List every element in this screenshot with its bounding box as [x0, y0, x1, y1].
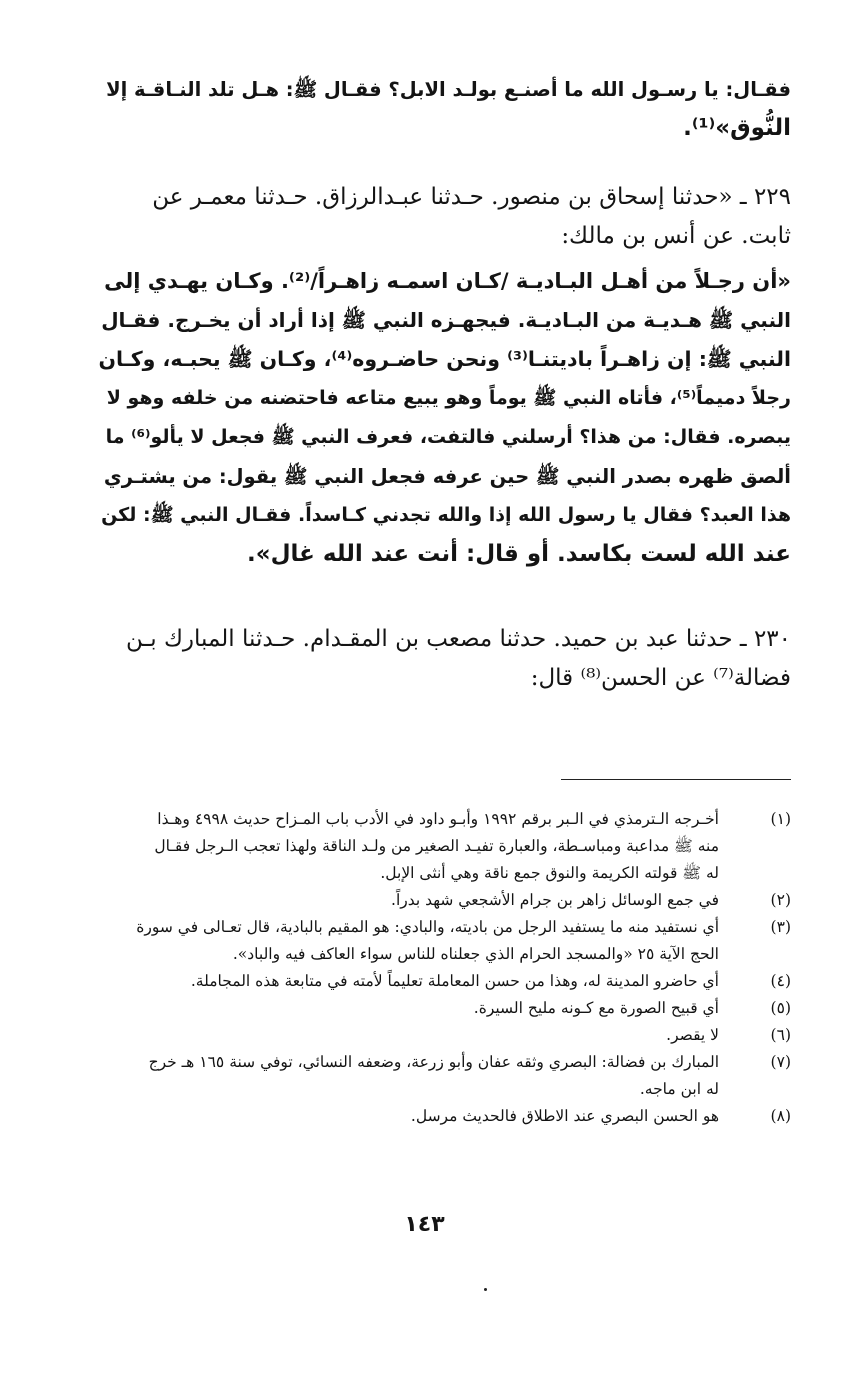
footnotes	[88, 806, 791, 1130]
footnote	[88, 806, 791, 887]
footnote	[88, 1022, 791, 1049]
footnote-line: أي قبيح الصورة مع كـونه مليح السيرة.	[473, 999, 719, 1017]
text-line: يبصره. فقال: من هذا؟ أرسلني فالتفت، فعرف النبي ﷺ فجعل لا يألو⁽⁶⁾ ما	[105, 426, 791, 448]
footnote	[88, 914, 791, 968]
footnote-line: المبارك بن فضالة: البصري وثقه عفان وأبو زرعة، وضعفه النسائي، توفي سنة ١٦٥ هـ خرج	[148, 1053, 719, 1071]
footnote-number: (٦)	[770, 1026, 791, 1044]
text-line: ثابت. عن أنس بن مالك:	[561, 223, 791, 249]
footnote-number: (٤)	[770, 972, 791, 990]
footnote-line: أي حاضرو المدينة له، وهذا من حسن المعاملة تعليماً لأمته في متابعة هذه المجاملة.	[190, 972, 719, 990]
text-line: رجلاً دميماً⁽⁵⁾، فأتاه النبي ﷺ يوماً وهو يبيع متاعه فاحتضنه من خلفه وهو لا	[106, 387, 791, 409]
text-line: النبي ﷺ: إن زاهـراً باديتنـا⁽³⁾ ونحن حاضـروه⁽⁴⁾، وكـان ﷺ يحبـه، وكـان	[98, 347, 791, 371]
footnote	[88, 968, 791, 995]
text-line: عند الله لست بكاسد. أو قال: أنت عند الله غال».	[246, 541, 791, 567]
footnote	[88, 1049, 791, 1103]
text-line: هذا العبد؟ فقال يا رسول الله إذا والله تجدني كـاسداً. فقـال النبي ﷺ: لكن	[101, 504, 791, 526]
footnote-line: لا يقصر.	[666, 1026, 719, 1044]
footnote-divider	[561, 779, 791, 780]
page-number: ١٤٣	[404, 1212, 445, 1237]
footnote-number: (٣)	[770, 918, 791, 936]
footnote-line: الحج الآية ٢٥ «والمسجد الحرام الذي جعلناه للناس سواء العاكف فيه والباد».	[232, 945, 719, 963]
footnote-line: منه ﷺ مداعبة ومباسـطة، والعبارة تفيـد الصغير من ولـد الناقة ولهذا تعجب الـرجل فقـال	[154, 837, 719, 855]
footnote-line: له ﷺ قولته الكريمة والنوق جمع ناقة وهي أنثى الإبل.	[380, 864, 719, 882]
footnote-number: (٥)	[770, 999, 791, 1017]
footnote-number: (٢)	[770, 891, 791, 909]
hadith-230-isnad	[96, 620, 791, 698]
footnote-number: (٧)	[770, 1053, 791, 1071]
footnote-line: أخـرجه الـترمذي في الـبر برقم ١٩٩٢ وأبـو داود في الأدب باب المـزاح حديث ٤٩٩٨ وهـذا	[157, 810, 719, 828]
text-line: النُّوق»⁽¹⁾.	[683, 115, 791, 141]
footnote-line: له ابن ماجه.	[639, 1080, 719, 1098]
footnote-line: في جمع الوسائل زاهر بن جرام الأشجعي شهد بدراً.	[391, 891, 719, 909]
hadith-229-matn	[96, 262, 791, 574]
footnote	[88, 1103, 791, 1130]
footnote-number: (١)	[770, 810, 791, 828]
text-line: النبي ﷺ هـديـة من البـاديـة. فيجهـزه النبي ﷺ إذا أراد أن يخـرج. فقـال	[101, 308, 791, 332]
intro-paragraph	[96, 70, 791, 148]
text-line: فضالة⁽⁷⁾ عن الحسن⁽⁸⁾ قال:	[530, 665, 791, 691]
scan-speck	[484, 1288, 487, 1291]
text-line: ألصق ظهره بصدر النبي ﷺ حين عرفه فجعل النبي ﷺ يقول: من يشتـري	[103, 465, 791, 488]
text-line: «أن رجـلاً من أهـل البـاديـة /كـان اسمـه زاهـراً/⁽²⁾. وكـان يهـدي إلى	[104, 269, 791, 293]
hadith-229-isnad	[96, 178, 791, 256]
text-line: فقـال: يا رسـول الله ما أصنـع بولـد الابل؟ فقـال ﷺ: هـل تلد النـاقـة إلا	[106, 78, 791, 101]
footnote-line: هو الحسن البصري عند الاطلاق فالحديث مرسل.	[410, 1107, 719, 1125]
footnote	[88, 995, 791, 1022]
footnote	[88, 887, 791, 914]
text-line: ٢٢٩ ـ «حدثنا إسحاق بن منصور. حـدثنا عبـدالرزاق. حـدثنا معمـر عن	[152, 184, 791, 210]
footnote-line: أي نستفيد منه ما يستفيد الرجل من باديته، والبادي: هو المقيم بالبادية، قال تعـالى في سورة	[136, 918, 719, 936]
footnote-number: (٨)	[770, 1107, 791, 1125]
text-line: ٢٣٠ ـ حدثنا عبد بن حميد. حدثنا مصعب بن المقـدام. حـدثنا المبارك بـن	[126, 626, 791, 652]
